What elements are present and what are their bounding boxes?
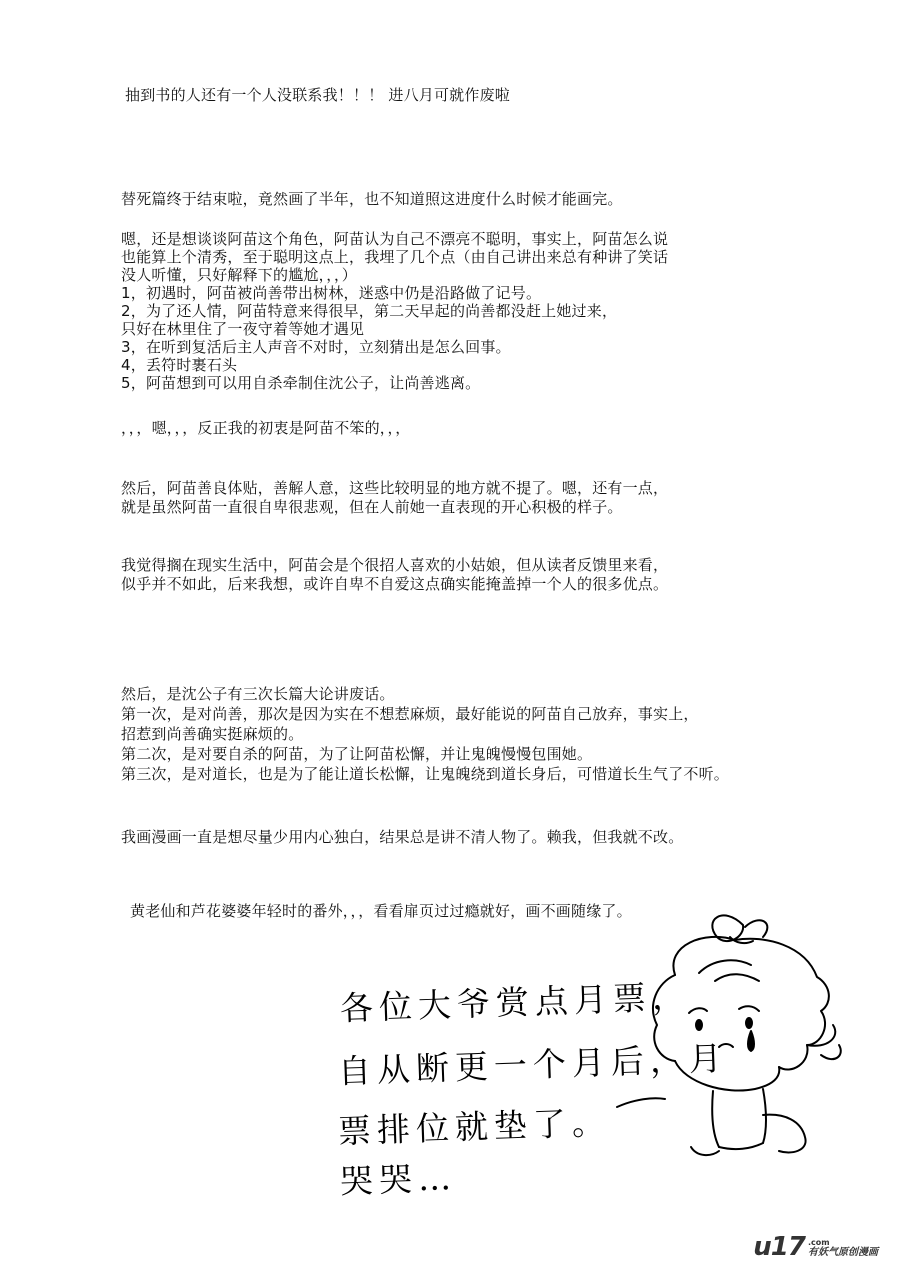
watermark-text: [808, 1238, 878, 1259]
paragraph-line: 我觉得搁在现实生活中，阿苗会是个很招人喜欢的小姑娘，但从读者反馈里来看，: [121, 556, 669, 574]
watermark-slogan: 有妖气原创漫画: [808, 1247, 878, 1258]
paragraph-line: ，，，嗯，，，反正我的初衷是阿苗不笨的，，，: [121, 419, 411, 437]
paragraph-line: 然后，阿苗善良体贴，善解人意，这些比较明显的地方就不提了。嗯，还有一点，: [121, 479, 669, 497]
crying-girl-doodle-icon: [595, 885, 855, 1165]
paragraph-line: 2，为了还人情，阿苗特意来得很早，第二天早起的尚善都没赶上她过来，: [121, 302, 618, 320]
paragraph-line: 没人听懂，只好解释下的尴尬，，，）: [121, 266, 357, 284]
paragraph-line: 第二次，是对要自杀的阿苗，为了让阿苗松懈，并让鬼魄慢慢包围她。: [121, 745, 593, 763]
handwritten-note-line: 各位大爷赏点月票，: [339, 976, 692, 1028]
paragraph-line: 3，在听到复活后主人声音不对时，立刻猜出是怎么回事。: [121, 338, 511, 356]
handwritten-note-line: 票排位就垫了。: [337, 1102, 612, 1151]
paragraph-line: 然后，是沈公子有三次长篇大论讲废话。: [121, 685, 395, 703]
paragraph-line: 1，初遇时，阿苗被尚善带出树林，迷惑中仍是沿路做了记号。: [121, 284, 542, 302]
paragraph-line: 5，阿苗想到可以用自杀牵制住沈公子，让尚善逃离。: [121, 374, 481, 392]
book-giveaway-notice: 抽到书的人还有一个人没联系我！！！ 进八月可就作废啦: [125, 86, 510, 104]
paragraph-line: 我画漫画一直是想尽量少用内心独白，结果总是讲不清人物了。赖我，但我就不改。: [121, 828, 684, 846]
paragraph-line: 就是虽然阿苗一直很自卑很悲观，但在人前她一直表现的开心积极的样子。: [121, 498, 623, 516]
paragraph-line: 似乎并不如此，后来我想，或许自卑不自爱这点确实能掩盖掉一个人的很多优点。: [121, 575, 669, 593]
handwritten-note-line: 自从断更一个月后，月: [337, 1038, 729, 1091]
watermark-domain: .com: [808, 1238, 830, 1247]
paragraph-line: 4，丢符时裹石头: [121, 356, 238, 374]
paragraph-line: 嗯，还是想谈谈阿苗这个角色，阿苗认为自己不漂亮不聪明，事实上，阿苗怎么说: [121, 230, 669, 248]
handwritten-note-line: 哭哭…: [339, 1157, 458, 1201]
paragraph-line: 也能算上个清秀，至于聪明这点上，我埋了几个点（由自己讲出来总有种讲了笑话: [121, 248, 669, 266]
u17-watermark: [753, 1232, 878, 1262]
paragraph-line: 黄老仙和芦花婆婆年轻时的番外，，，看看扉页过过瘾就好，画不画随缘了。: [130, 902, 632, 920]
paragraph-line: 只好在林里住了一夜守着等她才遇见: [121, 320, 365, 338]
u17-logo: u17: [753, 1232, 805, 1262]
paragraph-line: 第三次，是对道长，也是为了能让道长松懈，让鬼魄绕到道长身后，可惜道长生气了不听。: [121, 765, 730, 783]
paragraph-line: 招惹到尚善确实挺麻烦的。: [121, 725, 304, 743]
paragraph-line: 替死篇终于结束啦，竟然画了半年，也不知道照这进度什么时候才能画完。: [121, 190, 623, 208]
paragraph-line: 第一次，是对尚善，那次是因为实在不想惹麻烦，最好能说的阿苗自己放弃，事实上，: [121, 705, 699, 723]
